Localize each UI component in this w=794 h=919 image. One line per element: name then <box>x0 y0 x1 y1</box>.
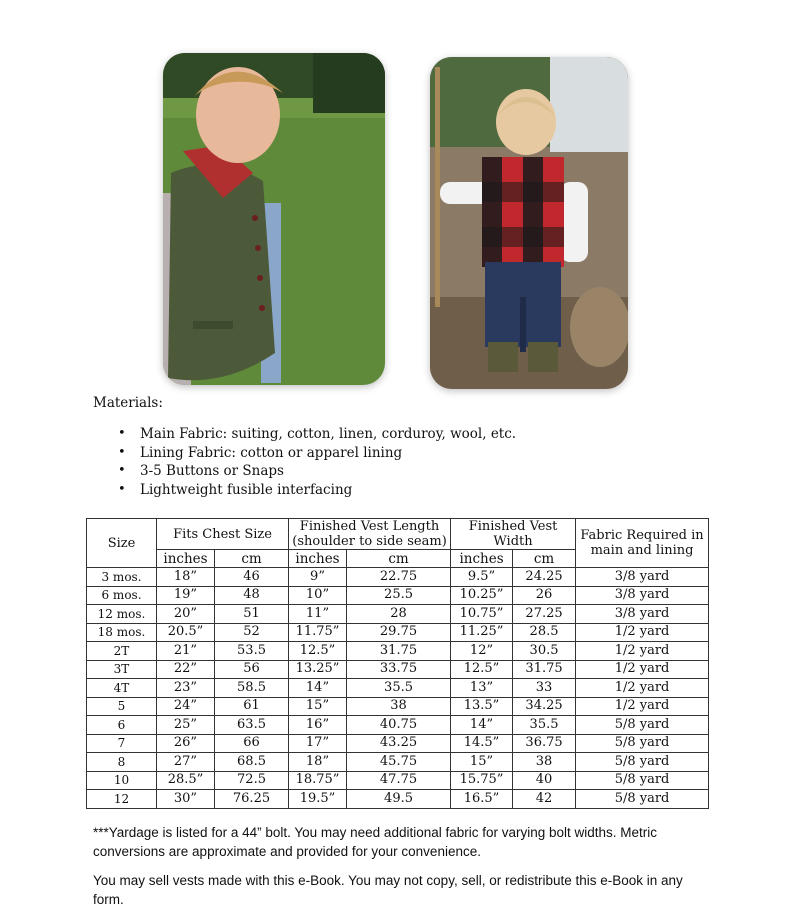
plaid-vest-illustration <box>430 57 628 389</box>
cell-chest-cm: 56 <box>215 660 289 679</box>
unit-length-cm: cm <box>347 550 451 568</box>
cell-chest-cm: 46 <box>215 568 289 587</box>
cell-width-inches: 12.5” <box>451 660 513 679</box>
cell-length-cm: 31.75 <box>347 642 451 661</box>
cell-fabric-required: 3/8 yard <box>576 605 709 624</box>
cell-length-inches: 10” <box>289 586 347 605</box>
cell-width-cm: 30.5 <box>513 642 576 661</box>
cell-width-cm: 27.25 <box>513 605 576 624</box>
unit-length-inches: inches <box>289 550 347 568</box>
cell-size: 6 mos. <box>87 586 157 605</box>
table-row <box>87 605 709 624</box>
cell-fabric-required: 3/8 yard <box>576 568 709 587</box>
cell-length-cm: 47.75 <box>347 771 451 790</box>
size-chart-table <box>86 518 709 809</box>
table-row <box>87 697 709 716</box>
cell-fabric-required: 1/2 yard <box>576 697 709 716</box>
cell-length-cm: 49.5 <box>347 790 451 809</box>
cell-length-inches: 18.75” <box>289 771 347 790</box>
table-row <box>87 679 709 698</box>
table-row <box>87 734 709 753</box>
materials-item: • Lightweight fusible interfacing <box>140 481 516 500</box>
cell-length-inches: 14” <box>289 679 347 698</box>
cell-width-cm: 36.75 <box>513 734 576 753</box>
cell-size: 6 <box>87 716 157 735</box>
table-row <box>87 642 709 661</box>
cell-chest-inches: 25” <box>157 716 215 735</box>
cell-fabric-required: 5/8 yard <box>576 716 709 735</box>
cell-length-cm: 35.5 <box>347 679 451 698</box>
cell-chest-inches: 30” <box>157 790 215 809</box>
cell-length-cm: 43.25 <box>347 734 451 753</box>
cell-size: 3 mos. <box>87 568 157 587</box>
cell-fabric-required: 1/2 yard <box>576 679 709 698</box>
cell-length-inches: 19.5” <box>289 790 347 809</box>
cell-length-inches: 17” <box>289 734 347 753</box>
cell-width-inches: 16.5” <box>451 790 513 809</box>
cell-size: 7 <box>87 734 157 753</box>
cell-chest-inches: 20.5” <box>157 623 215 642</box>
cell-width-inches: 12” <box>451 642 513 661</box>
cell-chest-inches: 18” <box>157 568 215 587</box>
table-row <box>87 716 709 735</box>
table-row <box>87 790 709 809</box>
cell-chest-cm: 48 <box>215 586 289 605</box>
cell-width-cm: 26 <box>513 586 576 605</box>
cell-length-inches: 11” <box>289 605 347 624</box>
cell-size: 2T <box>87 642 157 661</box>
cell-size: 18 mos. <box>87 623 157 642</box>
cell-width-cm: 42 <box>513 790 576 809</box>
cell-size: 5 <box>87 697 157 716</box>
cell-fabric-required: 5/8 yard <box>576 753 709 772</box>
header-fabric: Fabric Required in main and lining <box>576 519 709 568</box>
cell-length-inches: 12.5” <box>289 642 347 661</box>
cell-length-cm: 22.75 <box>347 568 451 587</box>
cell-length-inches: 11.75” <box>289 623 347 642</box>
cell-fabric-required: 5/8 yard <box>576 734 709 753</box>
unit-chest-inches: inches <box>157 550 215 568</box>
cell-width-cm: 33 <box>513 679 576 698</box>
photo-green-vest <box>163 53 385 385</box>
cell-chest-cm: 58.5 <box>215 679 289 698</box>
cell-width-inches: 13.5” <box>451 697 513 716</box>
cell-length-inches: 9” <box>289 568 347 587</box>
cell-length-inches: 18” <box>289 753 347 772</box>
materials-item: • Main Fabric: suiting, cotton, linen, corduroy, wool, etc. <box>140 425 516 444</box>
cell-fabric-required: 3/8 yard <box>576 586 709 605</box>
materials-item: • Lining Fabric: cotton or apparel lining <box>140 444 516 463</box>
cell-chest-cm: 53.5 <box>215 642 289 661</box>
cell-length-inches: 13.25” <box>289 660 347 679</box>
cell-chest-inches: 24” <box>157 697 215 716</box>
cell-width-cm: 35.5 <box>513 716 576 735</box>
notes-section <box>93 823 713 919</box>
header-size: Size <box>87 519 157 568</box>
cell-length-cm: 25.5 <box>347 586 451 605</box>
cell-fabric-required: 1/2 yard <box>576 623 709 642</box>
cell-width-cm: 31.75 <box>513 660 576 679</box>
cell-width-cm: 40 <box>513 771 576 790</box>
green-vest-illustration <box>163 53 385 385</box>
cell-chest-inches: 21” <box>157 642 215 661</box>
table-row <box>87 623 709 642</box>
cell-width-cm: 34.25 <box>513 697 576 716</box>
unit-chest-cm: cm <box>215 550 289 568</box>
cell-length-cm: 40.75 <box>347 716 451 735</box>
cell-chest-inches: 28.5” <box>157 771 215 790</box>
cell-size: 12 mos. <box>87 605 157 624</box>
materials-list <box>93 425 516 499</box>
cell-width-inches: 14.5” <box>451 734 513 753</box>
cell-fabric-required: 5/8 yard <box>576 771 709 790</box>
cell-width-inches: 15.75” <box>451 771 513 790</box>
cell-width-inches: 14” <box>451 716 513 735</box>
table-row <box>87 753 709 772</box>
cell-width-inches: 9.5” <box>451 568 513 587</box>
table-row <box>87 586 709 605</box>
cell-length-cm: 33.75 <box>347 660 451 679</box>
cell-chest-inches: 27” <box>157 753 215 772</box>
table-row <box>87 568 709 587</box>
cell-width-inches: 10.75” <box>451 605 513 624</box>
cell-chest-cm: 66 <box>215 734 289 753</box>
cell-length-cm: 45.75 <box>347 753 451 772</box>
table-row <box>87 660 709 679</box>
cell-length-inches: 16” <box>289 716 347 735</box>
cell-fabric-required: 1/2 yard <box>576 660 709 679</box>
cell-width-cm: 28.5 <box>513 623 576 642</box>
cell-chest-inches: 19” <box>157 586 215 605</box>
cell-chest-inches: 22” <box>157 660 215 679</box>
unit-width-inches: inches <box>451 550 513 568</box>
unit-width-cm: cm <box>513 550 576 568</box>
cell-length-cm: 38 <box>347 697 451 716</box>
cell-size: 10 <box>87 771 157 790</box>
cell-size: 12 <box>87 790 157 809</box>
cell-size: 4T <box>87 679 157 698</box>
header-chest: Fits Chest Size <box>157 519 289 550</box>
materials-item: • 3-5 Buttons or Snaps <box>140 462 516 481</box>
materials-section <box>93 395 516 499</box>
cell-chest-inches: 20” <box>157 605 215 624</box>
photo-plaid-vest <box>430 57 628 389</box>
cell-length-cm: 28 <box>347 605 451 624</box>
cell-fabric-required: 1/2 yard <box>576 642 709 661</box>
cell-size: 8 <box>87 753 157 772</box>
cell-width-inches: 10.25” <box>451 586 513 605</box>
materials-heading: Materials: <box>93 395 163 411</box>
cell-chest-cm: 63.5 <box>215 716 289 735</box>
cell-width-inches: 13” <box>451 679 513 698</box>
table-row <box>87 771 709 790</box>
cell-width-cm: 24.25 <box>513 568 576 587</box>
cell-chest-inches: 26” <box>157 734 215 753</box>
cell-length-inches: 15” <box>289 697 347 716</box>
cell-chest-inches: 23” <box>157 679 215 698</box>
header-length: Finished Vest Length (shoulder to side seam) <box>289 519 451 550</box>
cell-length-cm: 29.75 <box>347 623 451 642</box>
license-note: You may sell vests made with this e-Book. You may not copy, sell, or redistribute this e-Book in any form. <box>93 873 683 907</box>
cell-chest-cm: 76.25 <box>215 790 289 809</box>
header-width: Finished Vest Width <box>451 519 576 550</box>
cell-chest-cm: 68.5 <box>215 753 289 772</box>
cell-width-inches: 11.25” <box>451 623 513 642</box>
cell-size: 3T <box>87 660 157 679</box>
cell-chest-cm: 52 <box>215 623 289 642</box>
cell-width-inches: 15” <box>451 753 513 772</box>
yardage-note: ***Yardage is listed for a 44” bolt. You may need additional fabric for varying bolt widths. Metric conversions are approximate and provided for your convenience. <box>93 825 658 859</box>
size-chart-body <box>87 568 709 809</box>
cell-chest-cm: 51 <box>215 605 289 624</box>
cell-width-cm: 38 <box>513 753 576 772</box>
cell-chest-cm: 61 <box>215 697 289 716</box>
cell-fabric-required: 5/8 yard <box>576 790 709 809</box>
cell-chest-cm: 72.5 <box>215 771 289 790</box>
